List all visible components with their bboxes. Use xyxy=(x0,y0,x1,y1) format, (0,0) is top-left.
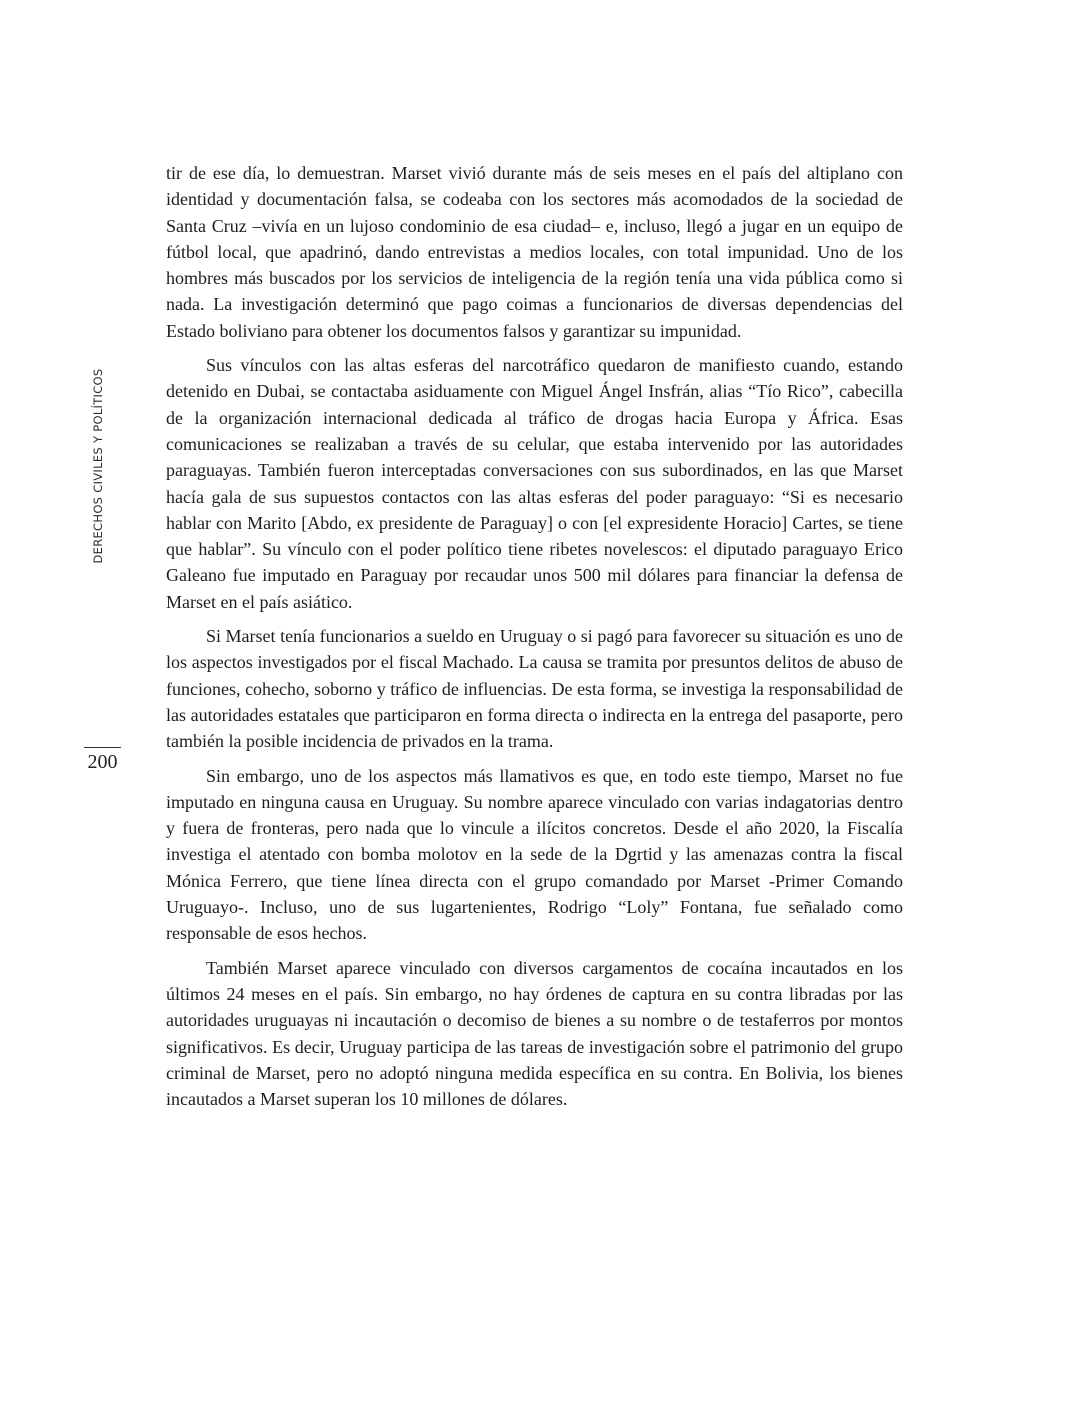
page-number: 200 xyxy=(87,751,118,773)
paragraph: Si Marset tenía funcionarios a sueldo en Uruguay o si pagó para favorecer su situación es uno de los aspectos investigados por el fiscal Machado. La causa se tramita por presuntos delitos de abuso de funciones, cohecho, soborno y tráfico de influencias. De esta forma, se investiga la responsabilidad de las autoridades estatales que participaron en forma directa o indirecta en la entrega del pasaporte, pero también la posible incidencia de privados en la trama. xyxy=(166,626,903,752)
paragraph: tir de ese día, lo demuestran. Marset vivió durante más de seis meses en el país del altiplano con identidad y documentación falsa, se codeaba con los sectores más acomodados de la sociedad de Santa Cruz –vivía en un lujoso condominio de esa ciudad– e, incluso, llegó a jugar en un equipo de fútbol local, que apadrinó, dando entrevistas a medios locales, con total impunidad. Uno de los hombres más buscados por los servicios de inteligencia de la región tenía una vida pública como si nada. La investigación determinó que pago coimas a funcionarios de diversas dependencias del Estado boliviano para obtener los documentos falsos y garantizar su impunidad. xyxy=(166,163,903,341)
paragraph: Sin embargo, uno de los aspectos más llamativos es que, en todo este tiempo, Marset no fue imputado en ninguna causa en Uruguay. Su nombre aparece vinculado con varias indagatorias dentro y fuera de fronteras, pero nada que lo vincule a ilícitos concretos. Desde el año 2020, la Fiscalía investiga el atentado con bomba molotov en la sede de la Dgrtid y las amenazas contra la fiscal Mónica Ferrero, que tiene línea directa con el grupo comandado por Marset -Primer Comando Uruguayo-. Incluso, uno de sus lugartenientes, Rodrigo “Loly” Fontana, fue señalado como responsable de esos hechos. xyxy=(166,765,903,944)
paragraph: También Marset aparece vinculado con diversos cargamentos de cocaína incautados en los últimos 24 meses en el país. Sin embargo, no hay órdenes de captura en su contra libradas por las autoridades uruguayas ni incautación o decomiso de bienes a su nombre o de testaferros por montos significativos. Es decir, Uruguay participa de las tareas de investigación sobre el patrimonio del grupo criminal de Marset, pero no adoptó ninguna medida específica en su contra. En Bolivia, los bienes incautados a Marset superan los 10 millones de dólares. xyxy=(166,957,903,1110)
page-number-rule xyxy=(84,747,121,748)
paragraph: Sus vínculos con las altas esferas del narcotráfico quedaron de manifiesto cuando, estando detenido en Dubai, se contactaba asiduamente con Miguel Ángel Insfrán, alias “Tío Rico”, cabecilla de la organización internacional dedicada al tráfico de drogas hacia Europa y África. Esas comunicaciones se realizaban a través de su celular, que estaba intervenido por las autoridades paraguayas. También fueron interceptadas conversaciones con sus subordinados, en las que Marset hacía gala de sus supuestos contactos con las altas esferas del poder paraguayo: “Si es necesario hablar con Marito [Abdo, ex presidente de Paraguay] o con [el expresidente Horacio] Cartes, se tiene que hablar”. Su vínculo con el poder político tiene ribetes novelescos: el diputado paraguayo Erico Galeano fue imputado en Paraguay por recaudar unos 500 mil dólares para financiar la defensa de Marset en el país asiático. xyxy=(166,355,903,612)
body-text xyxy=(166,160,903,1120)
running-header: DERECHOS CIVILES Y POLÍTICOS xyxy=(91,368,105,564)
